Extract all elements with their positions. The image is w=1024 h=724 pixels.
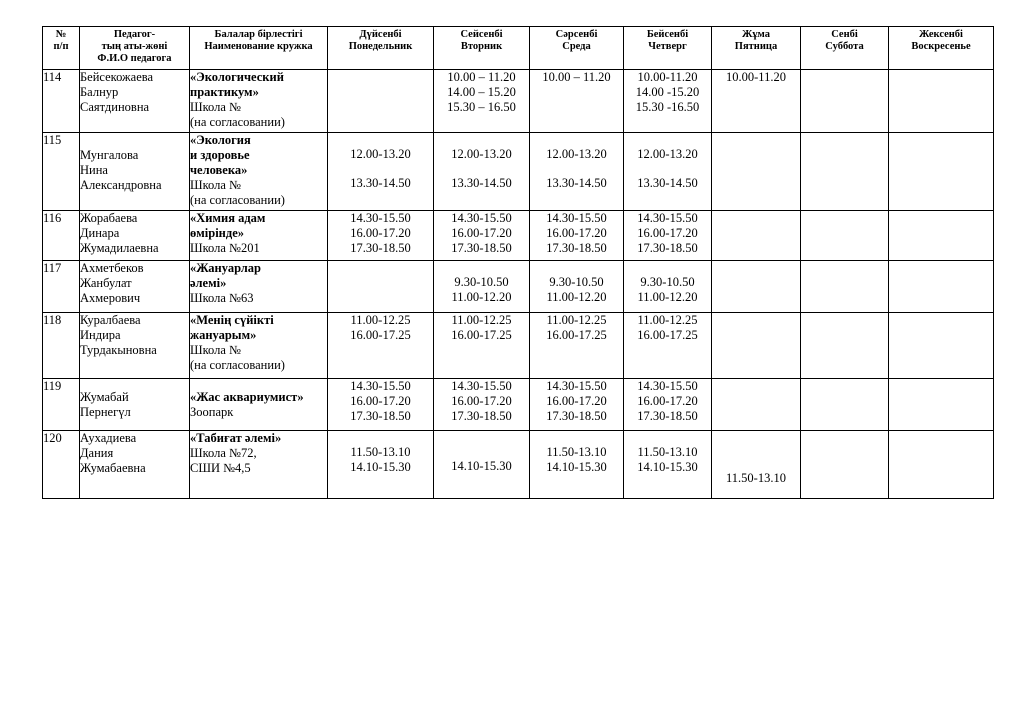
teacher-name-line: Динара <box>80 226 120 240</box>
teacher-name-line: Александровна <box>80 178 162 192</box>
club-cell <box>190 211 328 261</box>
day-cell-monday <box>328 70 434 133</box>
day-cell-sunday <box>889 133 994 211</box>
time-slot: 16.00-17.20 <box>637 226 698 240</box>
day-cell-saturday <box>801 313 889 379</box>
club-name-line: жануарым» <box>190 328 257 342</box>
day-cell-saturday <box>801 261 889 313</box>
day-cell-friday <box>712 313 801 379</box>
day-cell-saturday <box>801 431 889 499</box>
teacher-name-line: Саятдиновна <box>80 100 150 114</box>
club-place-line: Школа №201 <box>190 241 260 255</box>
time-slot: 11.50-13.10 <box>350 445 411 459</box>
header-teacher-line: тың аты-жөні <box>101 41 168 52</box>
club-cell <box>190 70 328 133</box>
time-slot: 12.00-13.20 <box>637 147 698 161</box>
day-cell-sunday <box>889 431 994 499</box>
header-day-kz: Сәрсенбі <box>555 29 598 40</box>
time-slot <box>624 133 711 147</box>
table-row <box>43 70 994 133</box>
time-slot <box>624 431 711 445</box>
day-cell-friday <box>712 133 801 211</box>
header-day-ru: Суббота <box>825 41 864 52</box>
time-slot: 12.00-13.20 <box>546 147 607 161</box>
time-slot: 11.50-13.10 <box>637 445 698 459</box>
header-teacher-line: Педагог- <box>113 29 156 40</box>
time-slot: 17.30-18.50 <box>451 241 512 255</box>
table-row <box>43 431 994 499</box>
time-slot: 17.30-18.50 <box>350 241 411 255</box>
day-cell-thursday <box>624 133 712 211</box>
header-row <box>43 27 994 70</box>
time-slot: 13.30-14.50 <box>350 176 411 190</box>
row-number: 116 <box>43 211 80 261</box>
time-slot <box>530 261 623 275</box>
table-row <box>43 211 994 261</box>
time-slot: 14.10-15.30 <box>451 459 512 473</box>
time-slot: 14.00 – 15.20 <box>447 85 516 99</box>
day-cell-thursday <box>624 313 712 379</box>
teacher-name-line: Куралбаева <box>80 313 141 327</box>
time-slot: 9.30-10.50 <box>549 275 604 289</box>
time-slot: 16.00-17.25 <box>451 328 512 342</box>
header-num-line: № <box>55 29 67 40</box>
time-slot <box>434 431 529 445</box>
time-slot: 11.00-12.20 <box>451 290 512 304</box>
day-cell-tuesday <box>434 379 530 431</box>
time-slot: 14.10-15.30 <box>546 460 607 474</box>
header-day-thursday <box>624 27 712 70</box>
club-place-line: Школа № <box>190 343 241 357</box>
teacher-name-line: Мунгалова <box>80 148 139 162</box>
time-slot: 14.30-15.50 <box>637 211 698 225</box>
teacher-name <box>80 133 190 211</box>
club-name-line: әлемі» <box>190 276 227 290</box>
time-slot: 15.30 – 16.50 <box>447 100 516 114</box>
club-place-line: (на согласовании) <box>190 115 285 129</box>
day-cell-sunday <box>889 261 994 313</box>
club-name-line: «Жануарлар <box>190 261 261 275</box>
header-day-ru: Вторник <box>460 41 503 52</box>
teacher-name-line: Балнур <box>80 85 119 99</box>
time-slot: 11.00-12.20 <box>637 290 698 304</box>
club-name-line: «Менің сүйікті <box>190 313 274 327</box>
header-teacher-line: Ф.И.О педагога <box>97 53 172 64</box>
time-slot: 14.30-15.50 <box>546 379 607 393</box>
day-cell-wednesday <box>530 70 624 133</box>
day-cell-sunday <box>889 70 994 133</box>
time-slot <box>624 261 711 275</box>
time-slot <box>434 445 529 459</box>
teacher-name <box>80 70 190 133</box>
day-cell-monday <box>328 313 434 379</box>
header-day-friday <box>712 27 801 70</box>
club-cell <box>190 133 328 211</box>
day-cell-tuesday <box>434 431 530 499</box>
time-slot: 16.00-17.20 <box>637 394 698 408</box>
header-teacher <box>80 27 190 70</box>
club-place-line: (на согласовании) <box>190 358 285 372</box>
day-cell-wednesday <box>530 211 624 261</box>
time-slot: 11.50-13.10 <box>546 445 607 459</box>
teacher-name-line: Нина <box>80 163 108 177</box>
day-cell-sunday <box>889 379 994 431</box>
club-place-line: Школа №72, <box>190 446 257 460</box>
day-cell-tuesday <box>434 261 530 313</box>
time-slot: 16.00-17.20 <box>350 226 411 240</box>
header-day-monday <box>328 27 434 70</box>
row-number: 114 <box>43 70 80 133</box>
day-cell-wednesday <box>530 261 624 313</box>
teacher-name-line: Турдакыновна <box>80 343 157 357</box>
day-cell-monday <box>328 261 434 313</box>
time-slot: 9.30-10.50 <box>640 275 695 289</box>
time-slot <box>530 431 623 445</box>
club-place-line: Зоопарк <box>190 404 234 419</box>
teacher-name-line: Индира <box>80 328 121 342</box>
time-slot: 9.30-10.50 <box>454 275 509 289</box>
time-slot: 14.30-15.50 <box>546 211 607 225</box>
time-slot: 17.30-18.50 <box>350 409 411 423</box>
time-slot <box>434 261 529 275</box>
schedule-table <box>42 26 994 499</box>
club-name-line: өмірінде» <box>190 226 244 240</box>
time-slot: 10.00-11.20 <box>637 70 698 84</box>
time-slot: 14.10-15.30 <box>350 460 411 474</box>
header-day-kz: Сейсенбі <box>460 29 503 40</box>
row-number: 117 <box>43 261 80 313</box>
time-slot: 17.30-18.50 <box>546 409 607 423</box>
time-slot: 17.30-18.50 <box>637 241 698 255</box>
teacher-name-line: Жумабаевна <box>80 461 146 475</box>
time-slot: 14.30-15.50 <box>637 379 698 393</box>
time-slot <box>434 162 529 176</box>
day-cell-tuesday <box>434 70 530 133</box>
day-cell-friday <box>712 211 801 261</box>
header-club-line: Наименование кружка <box>204 41 313 52</box>
teacher-name-line: Пернегүл <box>80 404 131 419</box>
row-number: 119 <box>43 379 80 431</box>
day-cell-tuesday <box>434 133 530 211</box>
day-cell-tuesday <box>434 313 530 379</box>
time-slot: 17.30-18.50 <box>637 409 698 423</box>
club-cell <box>190 431 328 499</box>
time-slot: 10.00 – 11.20 <box>447 70 516 84</box>
time-slot: 16.00-17.20 <box>451 226 512 240</box>
time-slot: 17.30-18.50 <box>451 409 512 423</box>
day-cell-friday <box>712 70 801 133</box>
header-num <box>43 27 80 70</box>
day-cell-friday <box>712 379 801 431</box>
time-slot: 11.00-12.25 <box>637 313 698 327</box>
club-name-line: «Экология <box>190 133 251 147</box>
day-cell-sunday <box>889 211 994 261</box>
teacher-name-line: Ахмерович <box>80 291 141 305</box>
time-slot: 16.00-17.20 <box>546 394 607 408</box>
time-slot: 14.10-15.30 <box>637 460 698 474</box>
teacher-name-line: Бейсекожаева <box>80 70 154 84</box>
teacher-name-line: Жорабаева <box>80 211 138 225</box>
day-cell-saturday <box>801 70 889 133</box>
time-slot <box>712 457 800 471</box>
header-club <box>190 27 328 70</box>
time-slot <box>712 443 800 457</box>
day-cell-thursday <box>624 261 712 313</box>
header-day-tuesday <box>434 27 530 70</box>
teacher-name-line: Жумабай <box>80 389 129 404</box>
time-slot: 14.30-15.50 <box>451 379 512 393</box>
club-name-line: «Экологический <box>190 70 284 84</box>
day-cell-saturday <box>801 379 889 431</box>
teacher-name-line <box>80 133 189 148</box>
club-cell <box>190 313 328 379</box>
teacher-name-line: Жанбулат <box>80 276 132 290</box>
time-slot: 16.00-17.25 <box>350 328 411 342</box>
day-cell-monday <box>328 133 434 211</box>
time-slot: 11.00-12.20 <box>546 290 607 304</box>
club-place-line: Школа №63 <box>190 291 254 305</box>
time-slot: 10.00 – 11.20 <box>542 70 611 84</box>
time-slot: 11.00-12.25 <box>451 313 512 327</box>
time-slot: 12.00-13.20 <box>350 147 411 161</box>
row-number: 115 <box>43 133 80 211</box>
club-place-line: СШИ №4,5 <box>190 461 251 475</box>
header-day-sunday <box>889 27 994 70</box>
schedule-body <box>43 70 994 499</box>
header-day-kz: Жұма <box>742 29 770 40</box>
header-day-saturday <box>801 27 889 70</box>
club-name-line: «Жас аквариумист» <box>190 389 304 404</box>
header-day-kz: Сенбі <box>831 29 858 40</box>
time-slot <box>530 162 623 176</box>
teacher-name <box>80 261 190 313</box>
header-day-ru: Среда <box>562 41 591 52</box>
club-place-line: Школа № <box>190 100 241 114</box>
table-row <box>43 313 994 379</box>
day-cell-thursday <box>624 211 712 261</box>
day-cell-sunday <box>889 313 994 379</box>
time-slot <box>624 162 711 176</box>
teacher-name-line: Ахметбеков <box>80 261 144 275</box>
day-cell-wednesday <box>530 133 624 211</box>
table-row <box>43 261 994 313</box>
header-num-line: п/п <box>53 41 69 52</box>
header-day-ru: Пятница <box>734 41 778 52</box>
time-slot <box>328 162 433 176</box>
day-cell-tuesday <box>434 211 530 261</box>
header-club-line: Балалар бірлестігі <box>214 29 303 40</box>
time-slot: 17.30-18.50 <box>546 241 607 255</box>
time-slot: 16.00-17.25 <box>546 328 607 342</box>
day-cell-thursday <box>624 70 712 133</box>
time-slot: 11.00-12.25 <box>350 313 411 327</box>
time-slot <box>530 133 623 147</box>
header-day-ru: Воскресенье <box>911 41 971 52</box>
time-slot: 16.00-17.20 <box>350 394 411 408</box>
header-day-ru: Четверг <box>648 41 687 52</box>
time-slot: 16.00-17.25 <box>637 328 698 342</box>
time-slot: 13.30-14.50 <box>546 176 607 190</box>
time-slot: 12.00-13.20 <box>451 147 512 161</box>
header-day-kz: Жексенбі <box>919 29 963 40</box>
day-cell-thursday <box>624 379 712 431</box>
time-slot <box>328 431 433 445</box>
time-slot <box>328 133 433 147</box>
club-cell <box>190 261 328 313</box>
club-name-line: и здоровье <box>190 148 250 162</box>
time-slot: 16.00-17.20 <box>451 394 512 408</box>
teacher-name-line: Дания <box>80 446 114 460</box>
teacher-name <box>80 431 190 499</box>
club-name-line: «Табиғат әлемі» <box>190 431 282 445</box>
time-slot: 15.30 -16.50 <box>635 100 700 114</box>
time-slot: 14.30-15.50 <box>350 211 411 225</box>
header-day-kz: Бейсенбі <box>646 29 689 40</box>
club-cell <box>190 379 328 431</box>
time-slot: 13.30-14.50 <box>451 176 512 190</box>
day-cell-monday <box>328 211 434 261</box>
day-cell-friday <box>712 261 801 313</box>
time-slot: 11.50-13.10 <box>726 471 786 485</box>
time-slot: 11.00-12.25 <box>546 313 607 327</box>
day-cell-saturday <box>801 133 889 211</box>
day-cell-monday <box>328 431 434 499</box>
club-place-line: (на согласовании) <box>190 193 285 207</box>
table-row <box>43 133 994 211</box>
header-day-ru: Понедельник <box>348 41 413 52</box>
day-cell-monday <box>328 379 434 431</box>
row-number: 120 <box>43 431 80 499</box>
day-cell-friday <box>712 431 801 499</box>
day-cell-wednesday <box>530 379 624 431</box>
time-slot: 14.00 -15.20 <box>635 85 700 99</box>
teacher-name-line: Аухадиева <box>80 431 137 445</box>
club-name-line: практикум» <box>190 85 259 99</box>
day-cell-thursday <box>624 431 712 499</box>
club-name-line: человека» <box>190 163 248 177</box>
time-slot: 10.00-11.20 <box>726 70 786 84</box>
teacher-name <box>80 379 190 431</box>
time-slot: 16.00-17.20 <box>546 226 607 240</box>
table-row <box>43 379 994 431</box>
day-cell-wednesday <box>530 313 624 379</box>
club-name-line: «Химия адам <box>190 211 266 225</box>
day-cell-saturday <box>801 211 889 261</box>
header-day-wednesday <box>530 27 624 70</box>
time-slot <box>434 133 529 147</box>
time-slot: 14.30-15.50 <box>350 379 411 393</box>
header-day-kz: Дүйсенбі <box>359 29 402 40</box>
time-slot: 14.30-15.50 <box>451 211 512 225</box>
teacher-name <box>80 211 190 261</box>
day-cell-wednesday <box>530 431 624 499</box>
time-slot: 13.30-14.50 <box>637 176 698 190</box>
row-number: 118 <box>43 313 80 379</box>
teacher-name-line: Жумадилаевна <box>80 241 159 255</box>
club-place-line: Школа № <box>190 178 241 192</box>
teacher-name <box>80 313 190 379</box>
